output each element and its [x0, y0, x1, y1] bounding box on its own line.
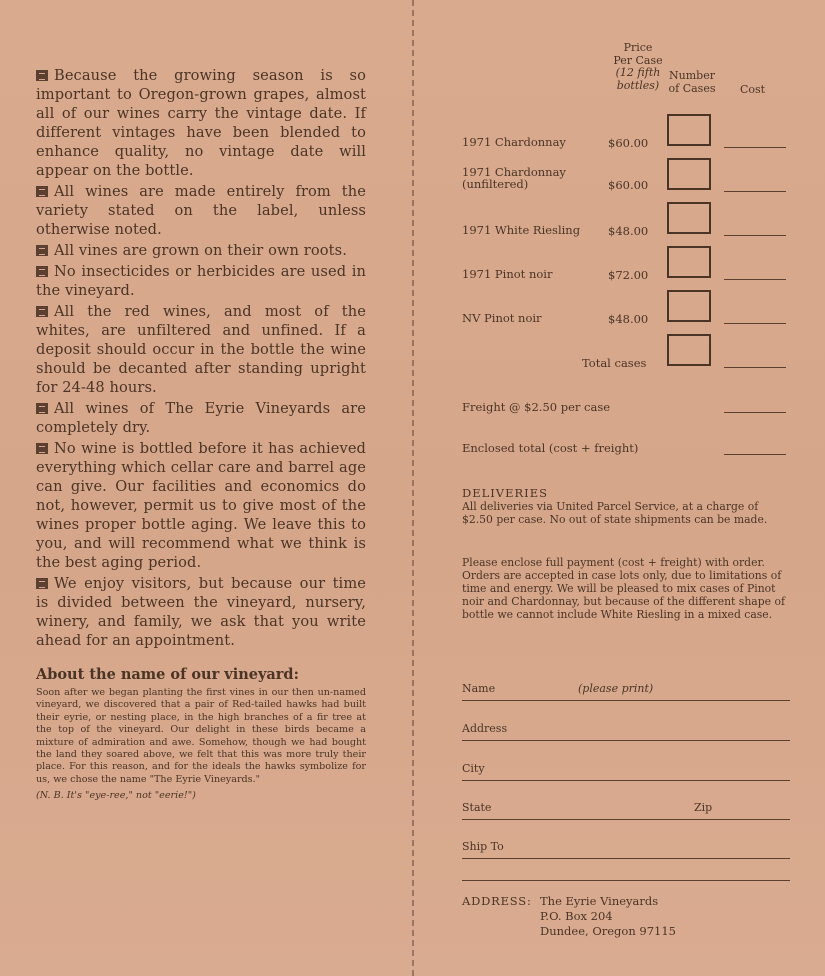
wine-row: [462, 114, 792, 150]
ship-to-label: Ship To: [462, 840, 504, 853]
ship-to-field[interactable]: [462, 840, 790, 859]
policy-paragraph: All wines of The Eyrie Vineyards are completely dry.: [36, 400, 366, 436]
policy-paragraph: We enjoy visitors, but because our time is divided between the vineyard, nursery, winery, and family, we ask that you write ahead for an appointment.: [36, 575, 366, 649]
bullet-icon: [36, 306, 48, 317]
ship-to-field-line2[interactable]: [462, 862, 790, 881]
policy-paragraph: All vines are grown on their own roots.: [36, 241, 366, 260]
wine-row: [462, 246, 792, 282]
policy-paragraph: Because the growing season is so important to Oregon-grown grapes, almost all of our wines carry the vintage date. If different vintages have been blended to enhance quality, no vintage date will appear on the bottle.: [36, 67, 366, 179]
total-cases-row: [462, 334, 792, 370]
about-text: Soon after we began planting the first vines in our then un-named vineyard, we discovered that a pair of Red-tailed hawks had built their eyrie, or nesting place, in the high branches of a fir tree at the top of the vineyard. Our delight in these birds became a mixture of admiration and awe. Somehow, though we had bought the land they soared above, we felt that this was more truly their place. For this reason, and for the ideals the hawks symbolize for us, we chose the name "The Eyrie Vineyards.": [36, 687, 366, 785]
policy-paragraph: All wines are made entirely from the variety stated on the label, unless otherwise noted.: [36, 183, 366, 238]
bullet-icon: [36, 186, 48, 197]
deliveries-heading: DELIVERIES: [462, 486, 548, 500]
bullet-icon: [36, 403, 48, 414]
wine-price: $60.00: [608, 136, 649, 150]
wine-price: $72.00: [608, 268, 649, 282]
address-field[interactable]: [462, 722, 790, 741]
about-heading: About the name of our vineyard:: [36, 666, 299, 683]
bullet-icon: [36, 245, 48, 256]
address-lines: The Eyrie Vineyards P.O. Box 204 Dundee, Oregon 97115: [540, 894, 676, 938]
name-label: Name: [462, 682, 496, 695]
wine-price: $60.00: [608, 178, 649, 192]
address-prefix: ADDRESS:: [462, 894, 532, 908]
wine-name: 1971 Chardonnay (unfiltered): [462, 165, 566, 191]
about-note: (N. B. It's "eye-ree," not "eerie!"): [36, 790, 196, 802]
cost-line[interactable]: [724, 323, 786, 324]
bullet-icon: [36, 266, 48, 277]
header-price: Price Per Case (12 fifth bottles): [613, 41, 663, 92]
wine-name: NV Pinot noir: [462, 311, 542, 325]
state-label: State: [462, 801, 492, 814]
header-number: Number of Cases: [668, 69, 716, 95]
payment-text: Please enclose full payment (cost + freight) with order. Orders are accepted in case lots only, due to limitations of time and energy. We will be pleased to mix cases of Pinot noir and Chardonnay, but because of the different shape of bottle we cannot include White Riesling in a mixed case.: [462, 556, 785, 621]
zip-label: Zip: [694, 801, 713, 814]
cost-line[interactable]: [724, 235, 786, 236]
state-zip-field[interactable]: [462, 801, 790, 820]
wine-price: $48.00: [608, 312, 649, 326]
perforation-line: [412, 0, 414, 976]
cost-line[interactable]: [724, 279, 786, 280]
wine-name: 1971 Chardonnay: [462, 135, 566, 149]
policy-paragraph: All the red wines, and most of the whites, are unfiltered and unfined. If a deposit should occur in the bottle the wine should be decanted after standing upright for 24-48 hours.: [36, 303, 366, 396]
cost-line[interactable]: [724, 191, 786, 192]
cases-input-box[interactable]: [667, 290, 711, 322]
policy-paragraph: No wine is bottled before it has achieved everything which cellar care and barrel age can give. Our facilities and economics do not, however, permit us to give most of the wines proper bottle aging. We leave this to you, and will recommend what we think is the best aging period.: [36, 440, 366, 571]
policy-paragraph: No insecticides or herbicides are used in the vineyard.: [36, 263, 366, 299]
cases-input-box[interactable]: [667, 202, 711, 234]
freight-label: Freight @ $2.50 per case: [462, 400, 611, 414]
cases-input-box[interactable]: [667, 246, 711, 278]
cost-line[interactable]: [724, 147, 786, 148]
policy-column: [36, 66, 366, 801]
wine-price: $48.00: [608, 224, 649, 238]
enclosed-line[interactable]: [724, 454, 786, 455]
wine-row: [462, 290, 792, 326]
city-field[interactable]: [462, 762, 790, 781]
wine-row: [462, 158, 792, 194]
freight-line[interactable]: [724, 412, 786, 413]
total-cost-line[interactable]: [724, 367, 786, 368]
wine-name: 1971 White Riesling: [462, 223, 581, 237]
wine-row: [462, 202, 792, 238]
enclosed-label: Enclosed total (cost + freight): [462, 441, 639, 455]
please-print-label: (please print): [578, 682, 654, 695]
wine-name: 1971 Pinot noir: [462, 267, 553, 281]
bullet-icon: [36, 443, 48, 454]
address-label: Address: [462, 722, 508, 735]
total-cases-label: Total cases: [582, 356, 647, 370]
city-label: City: [462, 762, 485, 775]
bullet-icon: [36, 578, 48, 589]
header-cost: Cost: [740, 83, 766, 96]
bullet-icon: [36, 70, 48, 81]
name-field[interactable]: [462, 682, 790, 701]
mailing-address: [462, 894, 676, 938]
total-cases-box[interactable]: [667, 334, 711, 366]
cases-input-box[interactable]: [667, 158, 711, 190]
cases-input-box[interactable]: [667, 114, 711, 146]
deliveries-text: All deliveries via United Parcel Service, at a charge of $2.50 per case. No out of state shipments can be made.: [462, 500, 768, 526]
